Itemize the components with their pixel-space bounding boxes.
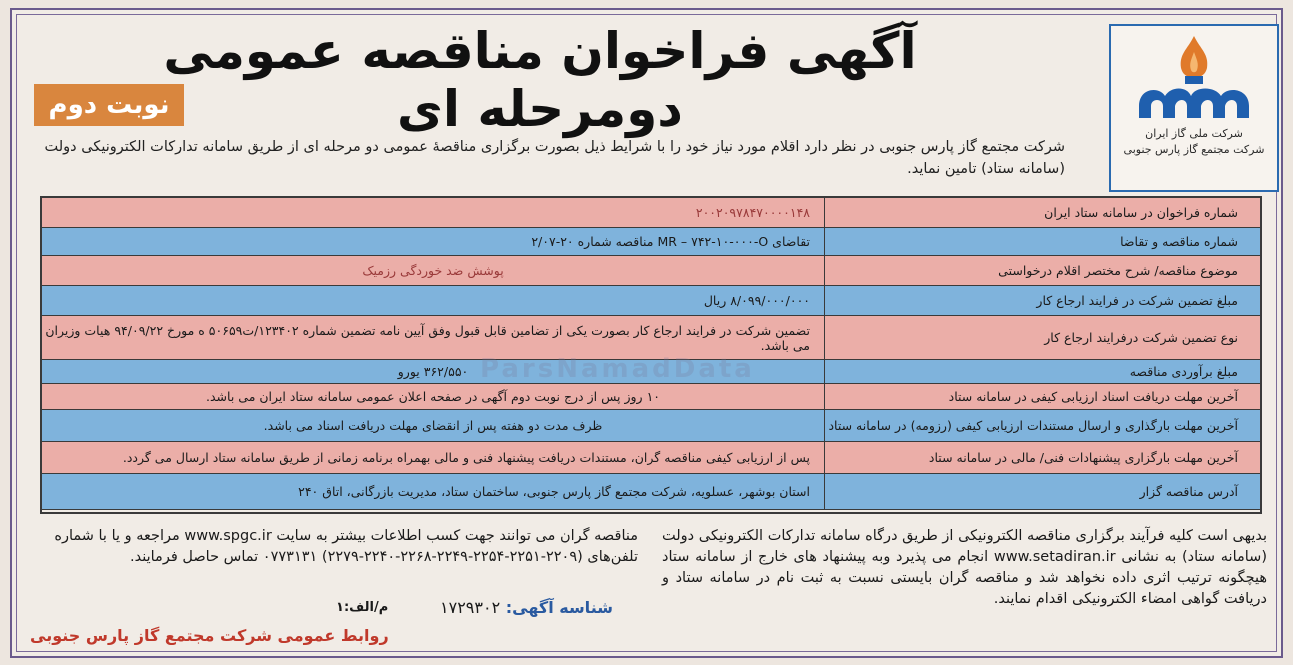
table-cell-value: پس از ارزیابی کیفی مناقصه گران، مستندات دریافت پیشنهاد فنی و مالی بهمراه برنامه زمانی از طریق سامانه ستاد ارسال می گردد. <box>122 450 810 465</box>
contact-paragraph: مناقصه گران می توانند جهت کسب اطلاعات بیشتر به سایت www.spgc.ir مراجعه و یا با شماره تلفن‌های (۲۲۰۹-۲۲۵۱-۲۲۵۴-۲۲۴۹-۲۲۶۸-۲۲۴۰-۲۲۷۹) ۰۷۷۳۱۳۱ تماس حاصل فرمایند. <box>54 528 638 565</box>
table-cell-value: ۳۶۲/۵۵۰ یورو <box>397 364 469 379</box>
table-cell-label: شماره مناقصه و تقاضا <box>824 228 1260 255</box>
ad-identifier <box>440 598 613 617</box>
table-row <box>42 198 1260 228</box>
table-row <box>42 256 1260 286</box>
table-cell-value: استان بوشهر، عسلویه، شرکت مجتمع گاز پارس جنوبی، ساختمان ستاد، مدیریت بازرگانی، اتاق ۲۴۰ <box>298 484 810 499</box>
table-cell-label: مبلغ تضمین شرکت در فرایند ارجاع کار <box>824 286 1260 315</box>
table-cell-label: موضوع مناقصه/ شرح مختصر اقلام درخواستی <box>824 256 1260 285</box>
table-cell-label: آخرین مهلت بارگزاری پیشنهادات فنی/ مالی در سامانه ستاد <box>824 442 1260 473</box>
advert-title: آگهی فراخوان مناقصه عمومی دومرحله ای <box>163 22 917 138</box>
logo-line-2: شرکت مجتمع گاز پارس جنوبی <box>1123 143 1265 156</box>
table-cell-value: ۱۰ روز پس از درج نوبت دوم آگهی در صفحه اعلان عمومی سامانه ستاد ایران می باشد. <box>206 389 660 404</box>
table-cell-label: مبلغ برآوردی مناقصه <box>824 360 1260 383</box>
table-cell-label: آخرین مهلت دریافت اسناد ارزیابی کیفی در سامانه ستاد <box>824 384 1260 409</box>
logo-caption <box>1124 126 1265 158</box>
watermark-text: ParsNamadData <box>480 354 755 384</box>
table-cell-label: آخرین مهلت بارگذاری و ارسال مستندات ارزیابی کیفی (رزومه) در سامانه ستاد <box>824 410 1260 441</box>
table-cell-label: آدرس مناقصه گزار <box>824 474 1260 509</box>
table-cell-value: ۸/۰۹۹/۰۰۰/۰۰۰ ریال <box>703 293 810 308</box>
table-cell-value: پوشش ضد خوردگی رزمیک <box>362 263 504 278</box>
ad-code: م/الف:۱ <box>336 600 389 615</box>
table-cell-value: ۲۰۰۲۰۹۷۸۴۷۰۰۰۰۱۴۸ <box>695 205 810 220</box>
table-row <box>42 228 1260 256</box>
public-relations-signature: روابط عمومی شرکت مجتمع گاز پارس جنوبی <box>30 626 389 645</box>
intro-paragraph: شرکت مجتمع گاز پارس جنوبی در نظر دارد اقلام مورد نیاز خود را با شرایط ذیل بصورت برگزاری مناقصۀ عمومی دو مرحله ای از طریق سامانه تدارکات الکترونیکی دولت (سامانه ستاد) تامین نماید. <box>44 139 1065 177</box>
gas-company-logo-icon <box>1129 32 1259 124</box>
table-row <box>42 384 1260 410</box>
table-cell-label: شماره فراخوان در سامانه ستاد ایران <box>824 198 1260 227</box>
ad-id-label: شناسه آگهی: <box>505 598 613 617</box>
table-row <box>42 474 1260 510</box>
table-cell-value: تقاضای MR – ۷۴۲-۱۰-۰۰۰-O مناقصه شماره ۲۰-۲/۰۷ <box>531 234 810 249</box>
ad-id-value: ۱۷۲۹۳۰۲ <box>440 598 501 617</box>
table-cell-label: نوع تضمین شرکت درفرایند ارجاع کار <box>824 316 1260 359</box>
table-row <box>42 286 1260 316</box>
table-row <box>42 410 1260 442</box>
round-badge: نوبت دوم <box>34 84 184 126</box>
table-cell-value: ظرف مدت دو هفته پس از انقضای مهلت دریافت اسناد می باشد. <box>263 418 603 433</box>
table-cell-value: تضمین شرکت در فرایند ارجاع کار بصورت یکی از تضامین قابل قبول وفق آیین نامه تضمین شماره ۱۲۳۴۰۲/ت۵۰۶۵۹ ه مورخ ۹۴/۰۹/۲۲ هیات وزیران می باشد. <box>45 322 810 353</box>
process-note-paragraph: بدیهی است کلیه فرآیند برگزاری مناقصه الکترونیکی از طریق درگاه سامانه تدارکات الکترونیکی دولت (سامانه ستاد) به نشانی www.setadiran.ir انجام می پذیرد وبه پیشنهاد های خارج از سامانه ستاد هیچگونه ترتیب اثری داده نخواهد شد و مناقصه گران بایستی نسبت به ثبت نام در سامانه ستاد و دریافت گواهی امضاء الکترونیکی اقدام نمایند. <box>662 528 1267 607</box>
company-logo-box <box>1109 24 1279 192</box>
table-row <box>42 442 1260 474</box>
logo-line-1: شرکت ملی گاز ایران <box>1145 127 1243 140</box>
